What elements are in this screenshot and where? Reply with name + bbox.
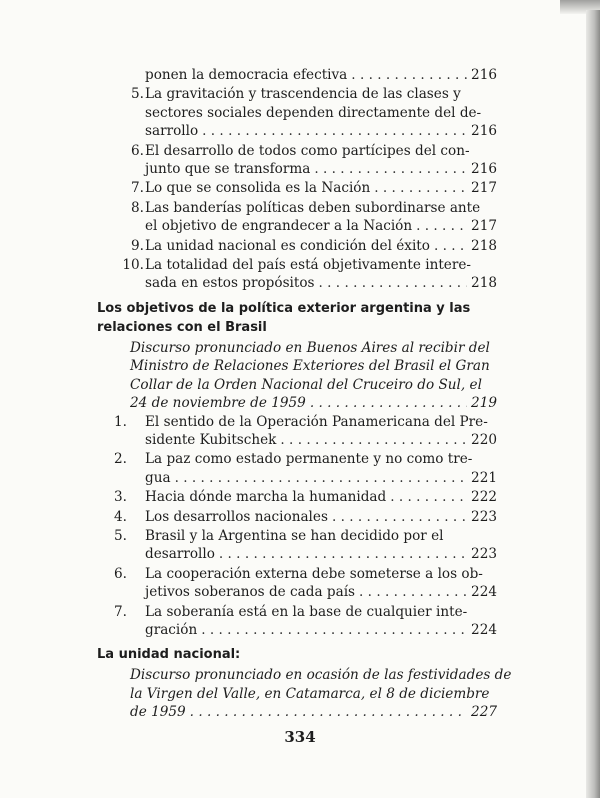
toc-entry bbox=[97, 85, 497, 140]
page-edge-shadow bbox=[586, 10, 600, 798]
section-heading-unidad-nacional: La unidad nacional: bbox=[97, 647, 241, 663]
dot-leader bbox=[319, 274, 467, 292]
toc-page-ref: 218 bbox=[471, 237, 497, 254]
toc-line-text: la Virgen del Valle, en Catamarca, el 8 de diciembre bbox=[130, 685, 490, 702]
dot-leader bbox=[314, 160, 467, 178]
toc-line bbox=[97, 508, 497, 526]
toc-line bbox=[97, 565, 497, 583]
toc-line bbox=[114, 376, 497, 394]
toc-line bbox=[97, 413, 497, 431]
toc-line-text: Ministro de Relaciones Exteriores del Brasil el Gran bbox=[130, 358, 490, 375]
toc-line-text: Hacia dónde marcha la humanidad bbox=[145, 489, 387, 506]
toc-page-ref: 216 bbox=[471, 123, 497, 140]
toc-line bbox=[114, 666, 512, 684]
section-heading-politica-exterior bbox=[97, 299, 497, 337]
dot-leader bbox=[201, 621, 467, 639]
toc-entry-number: 5. bbox=[131, 86, 144, 103]
toc-line-text: el objetivo de engrandecer a la Nación bbox=[145, 218, 413, 235]
toc-entry-number: 7. bbox=[114, 603, 127, 620]
toc-page-ref: 216 bbox=[471, 161, 497, 178]
toc-line-text: de 1959 bbox=[130, 704, 186, 721]
toc-page-ref: 221 bbox=[471, 469, 497, 486]
toc-line-text: El desarrollo de todos como partícipes del con- bbox=[145, 142, 470, 159]
toc-entry-number: 4. bbox=[114, 508, 127, 525]
toc-entry-number: 3. bbox=[114, 489, 127, 506]
toc-line-text: Collar de la Orden Nacional del Cruceiro do Sul, el bbox=[130, 376, 482, 393]
toc-line-text: junto que se transforma bbox=[145, 161, 311, 178]
toc-entry bbox=[97, 565, 497, 602]
toc-line-text: La soberanía está en la base de cualquier inte- bbox=[145, 603, 468, 620]
toc-entry-number: 7. bbox=[131, 180, 144, 197]
toc-entry bbox=[97, 508, 497, 526]
toc-line bbox=[97, 469, 497, 487]
toc-page-ref: 224 bbox=[471, 584, 497, 601]
toc-line bbox=[97, 179, 497, 197]
toc-line-text: 24 de noviembre de 1959 bbox=[130, 395, 306, 412]
toc-entry bbox=[97, 237, 497, 255]
toc-line-text: Discurso pronunciado en Buenos Aires al recibir del bbox=[130, 339, 490, 356]
toc-line-text: La unidad nacional es condición del éxito bbox=[145, 237, 430, 254]
toc-section2-entries bbox=[97, 413, 497, 640]
toc-line bbox=[97, 450, 497, 468]
toc-line-text: sidente Kubitschek bbox=[145, 431, 277, 448]
page-number: 334 bbox=[284, 728, 316, 746]
toc-line bbox=[97, 217, 497, 235]
dot-leader bbox=[175, 469, 467, 487]
dot-leader bbox=[219, 545, 467, 563]
toc-line bbox=[97, 488, 497, 506]
dot-leader bbox=[359, 583, 467, 601]
toc-entry bbox=[97, 199, 497, 236]
table-of-contents bbox=[97, 66, 512, 722]
toc-line-text: sarrollo bbox=[145, 123, 199, 140]
dot-leader bbox=[332, 508, 467, 526]
toc-line-text: El sentido de la Operación Panamericana del Pre- bbox=[145, 413, 488, 430]
toc-line bbox=[97, 237, 497, 255]
toc-page-ref: 222 bbox=[471, 489, 497, 506]
toc-line bbox=[114, 703, 497, 721]
toc-page-ref: 218 bbox=[471, 275, 497, 292]
dot-leader bbox=[280, 431, 467, 449]
toc-line bbox=[97, 583, 497, 601]
dot-leader bbox=[390, 488, 467, 506]
toc-line bbox=[97, 199, 497, 217]
toc-line-text: desarrollo bbox=[145, 546, 215, 563]
toc-entry bbox=[97, 66, 497, 84]
toc-page-ref: 220 bbox=[471, 431, 497, 448]
toc-line-text: Discurso pronunciado en ocasión de las festividades de bbox=[130, 667, 512, 684]
toc-line bbox=[114, 339, 497, 357]
toc-page-ref: 227 bbox=[471, 704, 497, 721]
toc-entry bbox=[97, 488, 497, 506]
toc-line-text: gua bbox=[145, 469, 171, 486]
toc-line bbox=[97, 160, 497, 178]
toc-page-ref: 223 bbox=[471, 546, 497, 563]
toc-page-ref: 217 bbox=[471, 180, 497, 197]
toc-line-text: Las banderías políticas deben subordinarse ante bbox=[145, 199, 481, 216]
dot-leader bbox=[416, 217, 467, 235]
section-intro-unidad-nacional bbox=[97, 666, 512, 721]
toc-line-text: ponen la democracia efectiva bbox=[145, 67, 348, 83]
toc-line bbox=[97, 545, 497, 563]
toc-line bbox=[97, 122, 497, 140]
toc-entry-number: 9. bbox=[131, 237, 144, 254]
toc-line-text: La cooperación externa debe someterse a los ob- bbox=[145, 565, 483, 582]
toc-line bbox=[114, 394, 497, 412]
toc-entry bbox=[97, 450, 497, 487]
toc-line-text: La gravitación y trascendencia de las clases y bbox=[145, 86, 461, 103]
toc-line bbox=[97, 85, 497, 103]
toc-entry-number: 1. bbox=[114, 413, 127, 430]
toc-line bbox=[97, 66, 497, 84]
toc-top-entries bbox=[97, 66, 497, 293]
toc-entry-number: 10. bbox=[122, 257, 144, 274]
heading-line: Los objetivos de la política exterior argentina y las bbox=[97, 300, 471, 316]
toc-entry bbox=[97, 413, 497, 450]
toc-entry-number: 6. bbox=[114, 565, 127, 582]
toc-entry-number: 5. bbox=[114, 527, 127, 544]
toc-entry bbox=[97, 179, 497, 197]
toc-line bbox=[114, 357, 497, 375]
toc-line-text: Los desarrollos nacionales bbox=[145, 508, 328, 525]
dot-leader bbox=[351, 66, 467, 84]
toc-line-text: Lo que se consolida es la Nación bbox=[145, 180, 371, 197]
toc-line bbox=[97, 527, 497, 545]
toc-line bbox=[97, 274, 497, 292]
dot-leader bbox=[310, 394, 467, 412]
toc-line-text: Brasil y la Argentina se han decidido por el bbox=[145, 527, 444, 544]
toc-line-text: La totalidad del país está objetivamente intere- bbox=[145, 257, 471, 274]
toc-line-text: jetivos soberanos de cada país bbox=[145, 584, 356, 601]
section-intro-politica-exterior bbox=[97, 339, 497, 413]
dot-leader bbox=[202, 122, 467, 140]
toc-line-text: La paz como estado permanente y no como tre- bbox=[145, 451, 473, 468]
toc-line bbox=[97, 621, 497, 639]
toc-line-text: sada en estos propósitos bbox=[145, 275, 315, 292]
toc-page-ref: 219 bbox=[471, 395, 497, 412]
toc-line bbox=[97, 104, 497, 122]
toc-entry-number: 8. bbox=[131, 199, 144, 216]
toc-line bbox=[97, 142, 497, 160]
toc-line-text: gración bbox=[145, 621, 198, 638]
dot-leader bbox=[434, 237, 467, 255]
toc-entry-number: 6. bbox=[131, 142, 144, 159]
toc-line bbox=[97, 256, 497, 274]
toc-entry bbox=[97, 527, 497, 564]
toc-page-ref: 224 bbox=[471, 621, 497, 638]
toc-line bbox=[97, 603, 497, 621]
toc-page-ref: 223 bbox=[471, 508, 497, 525]
toc-entry bbox=[97, 142, 497, 179]
toc-page-ref: 216 bbox=[471, 67, 497, 83]
toc-entry-number: 2. bbox=[114, 451, 127, 468]
dot-leader bbox=[190, 703, 467, 721]
toc-line bbox=[97, 431, 497, 449]
heading-line: relaciones con el Brasil bbox=[97, 319, 267, 335]
toc-line bbox=[114, 685, 497, 703]
toc-line-text: sectores sociales dependen directamente del de- bbox=[145, 104, 482, 121]
toc-entry bbox=[97, 256, 497, 293]
toc-page-ref: 217 bbox=[471, 218, 497, 235]
toc-entry bbox=[97, 603, 497, 640]
dot-leader bbox=[374, 179, 467, 197]
